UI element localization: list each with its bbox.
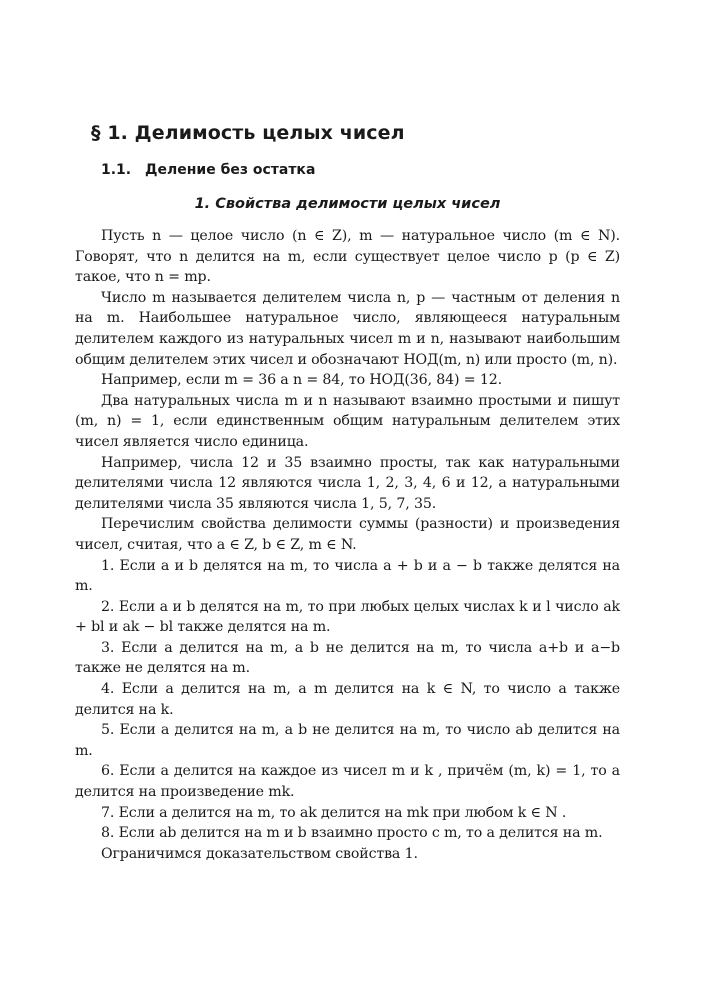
paragraph-properties-intro: Перечислим свойства делимости суммы (разности) и произведения чисел, считая, что a ∈ Z, b ∈ Z, m ∈ N. (75, 516, 620, 553)
paragraph-definition-divisible: Пусть n — целое число (n ∈ Z), m — натуральное число (m ∈ N). Говорят, что n делится на m, если существует целое число p (p ∈ Z) такое, что n = mp. (75, 228, 620, 286)
property-7: 7. Если a делится на m, то ak делится на mk при любом k ∈ N . (101, 804, 567, 821)
subsection-heading (101, 162, 620, 178)
paragraph-coprime-example: Например, числа 12 и 35 взаимно просты, так как натуральными делителями числа 12 являются числа 1, 2, 3, 4, 6 и 12, а натуральными делителями числа 35 являются числа 1, 5, 7, 35. (75, 454, 620, 512)
property-6: 6. Если a делится на каждое из чисел m и k , причём (m, k) = 1, то a делится на произведение mk. (75, 763, 620, 801)
property-2: 2. Если a и b делятся на m, то при любых целых числах k и l число ak + bl и ak − bl также делятся на m. (75, 598, 620, 636)
topic-heading: 1. Свойства делимости целых чисел (194, 196, 501, 212)
property-3: 3. Если a делится на m, а b не делится на m, то числа a+b и a−b также не делятся на m. (75, 639, 620, 677)
paragraph-conclusion: Ограничимся доказательством свойства 1. (101, 845, 418, 862)
property-4: 4. Если a делится на m, а m делится на k ∈ N, то число a также делится на k. (75, 681, 620, 718)
section-title: § 1. Делимость целых чисел (91, 122, 405, 144)
subsection-number: 1.1. (101, 162, 132, 178)
property-8: 8. Если ab делится на m и b взаимно просто с m, то a делится на m. (101, 825, 603, 842)
document-page (75, 122, 620, 864)
paragraph-gcd-example: Например, если m = 36 а n = 84, то НОД(36, 84) = 12. (101, 372, 502, 389)
property-5: 5. Если a делится на m, а b не делится на m, то число ab делится на m. (75, 722, 620, 759)
paragraph-coprime-definition: Два натуральных числа m и n называют взаимно простыми и пишут (m, n) = 1, если единственным общим натуральным делителем этих чисел является число единица. (75, 392, 620, 450)
subsection-title: Деление без остатка (145, 162, 316, 178)
property-1: 1. Если a и b делятся на m, то числа a + b и a − b также делятся на m. (75, 557, 620, 595)
paragraph-definition-gcd: Число m называется делителем числа n, p — частным от деления n на m. Наибольшее натуральное число, являющееся натуральным делителем каждого из натуральных чисел m и n, называют наибольшим общим делителем этих чисел и обозначают НОД(m, n) или просто (m, n). (75, 289, 620, 368)
